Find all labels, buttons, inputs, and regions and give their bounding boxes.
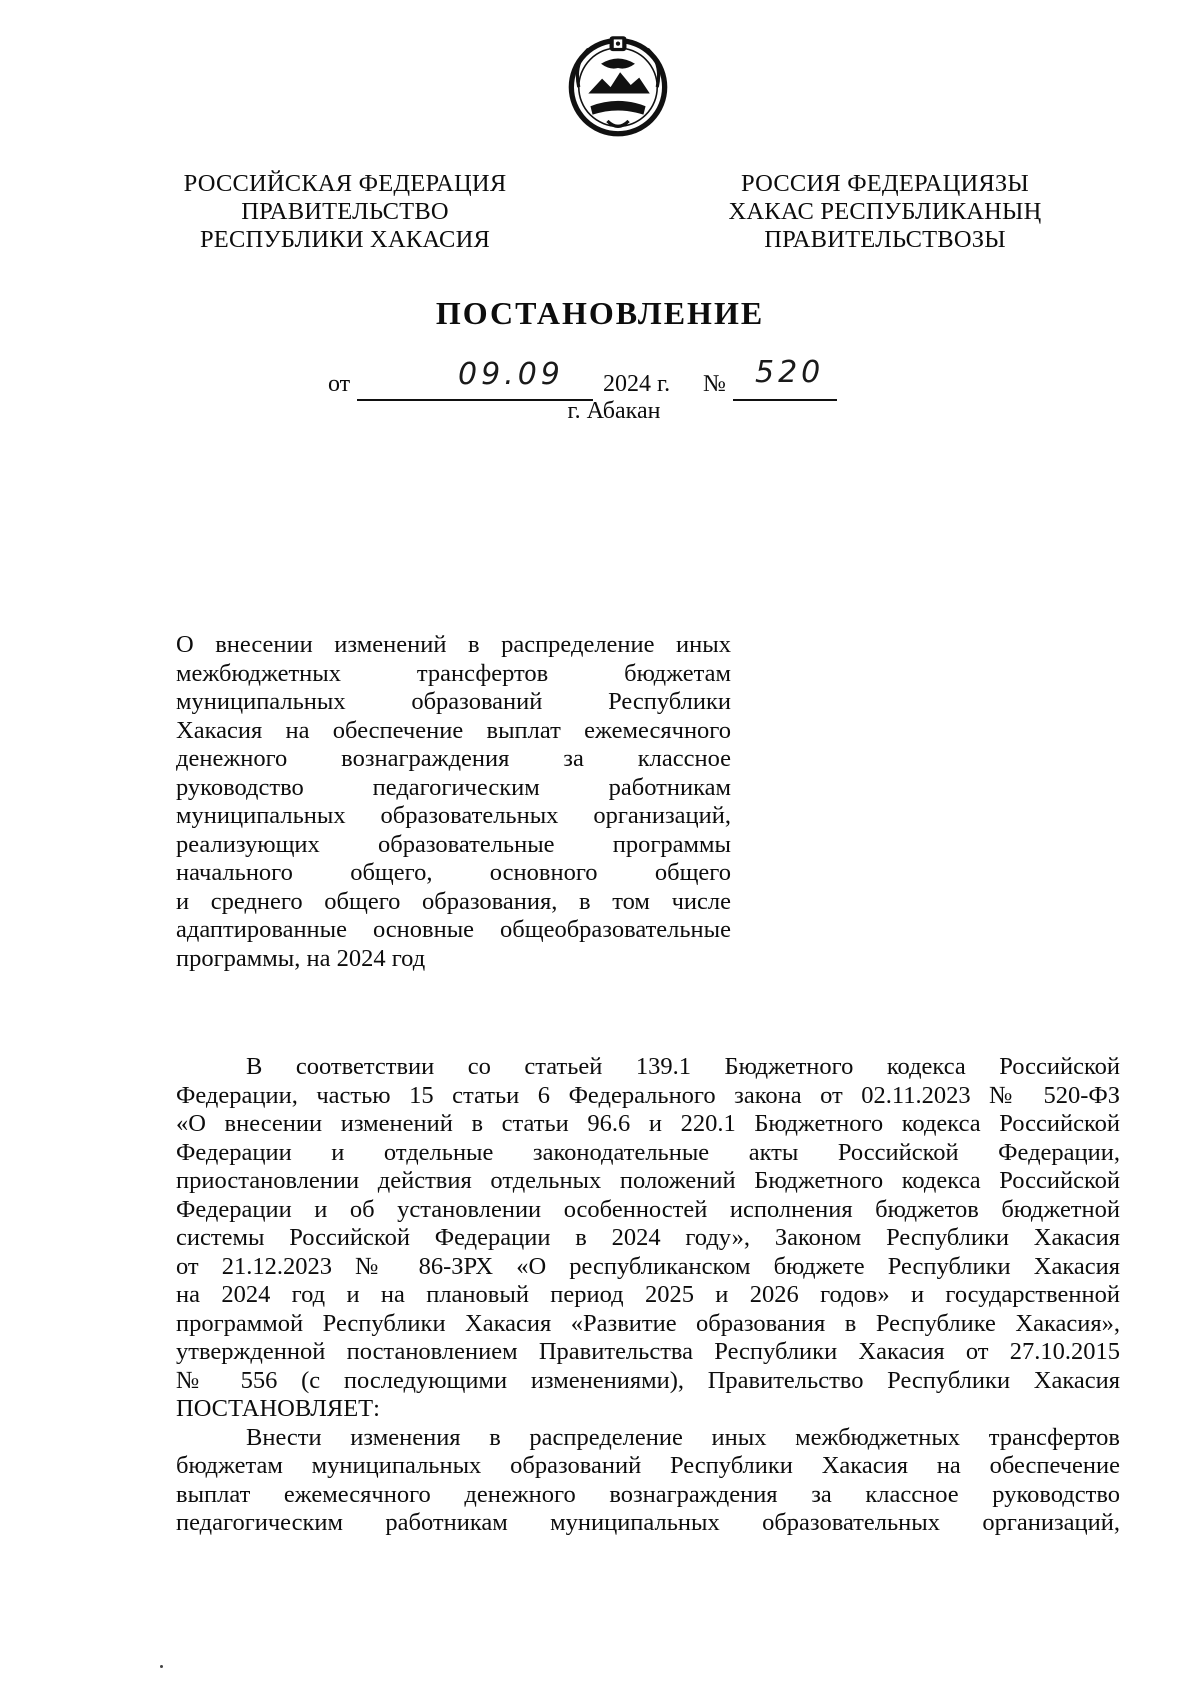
body-line: на 2024 год и на плановый период 2025 и 2026 годов» и государственной <box>176 1281 1120 1308</box>
subject-line: и среднего общего образования, в том числе <box>176 887 731 915</box>
scan-speck <box>160 1665 163 1668</box>
body-line: приостановлении действия отдельных положений Бюджетного кодекса Российской <box>176 1167 1120 1194</box>
subject-line: муниципальных образований Республики <box>176 688 731 715</box>
city-name: г. Абакан <box>567 398 661 424</box>
decree-subject <box>176 631 731 973</box>
body-line: программой Республики Хакасия «Развитие образования в Республике Хакасия», <box>176 1309 1120 1337</box>
handwritten-date: 09.09 <box>458 357 564 392</box>
body-line: Федерации и отдельные законодательные акты Российской Федерации, <box>176 1138 1120 1166</box>
date-number-line <box>0 355 1200 403</box>
header-left <box>180 170 510 254</box>
subject-line: реализующих образовательные программы <box>176 830 731 858</box>
subject-line: адаптированные основные общеобразовательные <box>176 916 731 943</box>
document-title: ПОСТАНОВЛЕНИЕ <box>435 295 765 331</box>
year-label: 2024 г. <box>603 371 671 397</box>
body-line: системы Российской Федерации в 2024 году», Законом Республики Хакасия <box>176 1224 1120 1251</box>
handwritten-number: 520 <box>755 355 825 390</box>
header-left-line: ПРАВИТЕЛЬСТВО <box>241 198 449 225</box>
subject-line: Хакасия на обеспечение выплат ежемесячного <box>176 716 731 744</box>
number-label: № <box>703 371 726 397</box>
header-right-line: ХАКАС РЕСПУБЛИКАНЫҢ <box>728 198 1042 225</box>
body-line: Федерации, частью 15 статьи 6 Федерального закона от 02.11.2023 № 520-ФЗ <box>176 1081 1120 1109</box>
khakassia-coat-of-arms-icon <box>565 32 671 138</box>
header-right <box>720 170 1050 254</box>
decree-body <box>176 1053 1120 1538</box>
from-label: от <box>328 371 351 397</box>
body-line: Федерации и об установлении особенностей исполнения бюджетов бюджетной <box>176 1195 1120 1223</box>
subject-line: муниципальных образовательных организаций, <box>176 802 731 829</box>
subject-line: межбюджетных трансфертов бюджетам <box>176 659 731 687</box>
header-left-line: РЕСПУБЛИКИ ХАКАСИЯ <box>199 226 491 253</box>
subject-line: денежного вознаграждения за классное <box>176 745 731 772</box>
body-line: утвержденной постановлением Правительства Республики Хакасия от 27.10.2015 <box>176 1338 1120 1365</box>
body-line: бюджетам муниципальных образований Республики Хакасия на обеспечение <box>176 1452 1120 1479</box>
body-line: ПОСТАНОВЛЯЕТ: <box>176 1395 380 1422</box>
body-line: выплат ежемесячного денежного вознаграждения за классное руководство <box>176 1480 1120 1508</box>
header-right-line: РОССИЯ ФЕДЕРАЦИЯЗЫ <box>741 170 1029 197</box>
header-right-line: ПРАВИТЕЛЬСТВОЗЫ <box>764 226 1006 253</box>
body-line: педагогическим работникам муниципальных образовательных организаций, <box>176 1509 1120 1536</box>
header-left-line: РОССИЙСКАЯ ФЕДЕРАЦИЯ <box>183 170 507 197</box>
subject-line: программы, на 2024 год <box>176 944 426 972</box>
subject-line: руководство педагогическим работникам <box>176 773 731 801</box>
body-line: «О внесении изменений в статьи 96.6 и 220.1 Бюджетного кодекса Российской <box>176 1110 1120 1137</box>
body-line: от 21.12.2023 № 86-ЗРХ «О республиканском бюджете Республики Хакасия <box>176 1252 1120 1280</box>
body-line: Внести изменения в распределение иных межбюджетных трансфертов <box>246 1423 1120 1451</box>
subject-line: начального общего, основного общего <box>176 859 731 886</box>
body-line: В соответствии со статьей 139.1 Бюджетного кодекса Российской <box>246 1053 1120 1080</box>
subject-line: О внесении изменений в распределение иных <box>176 631 731 658</box>
body-line: № 556 (с последующими изменениями), Правительство Республики Хакасия <box>176 1366 1120 1394</box>
